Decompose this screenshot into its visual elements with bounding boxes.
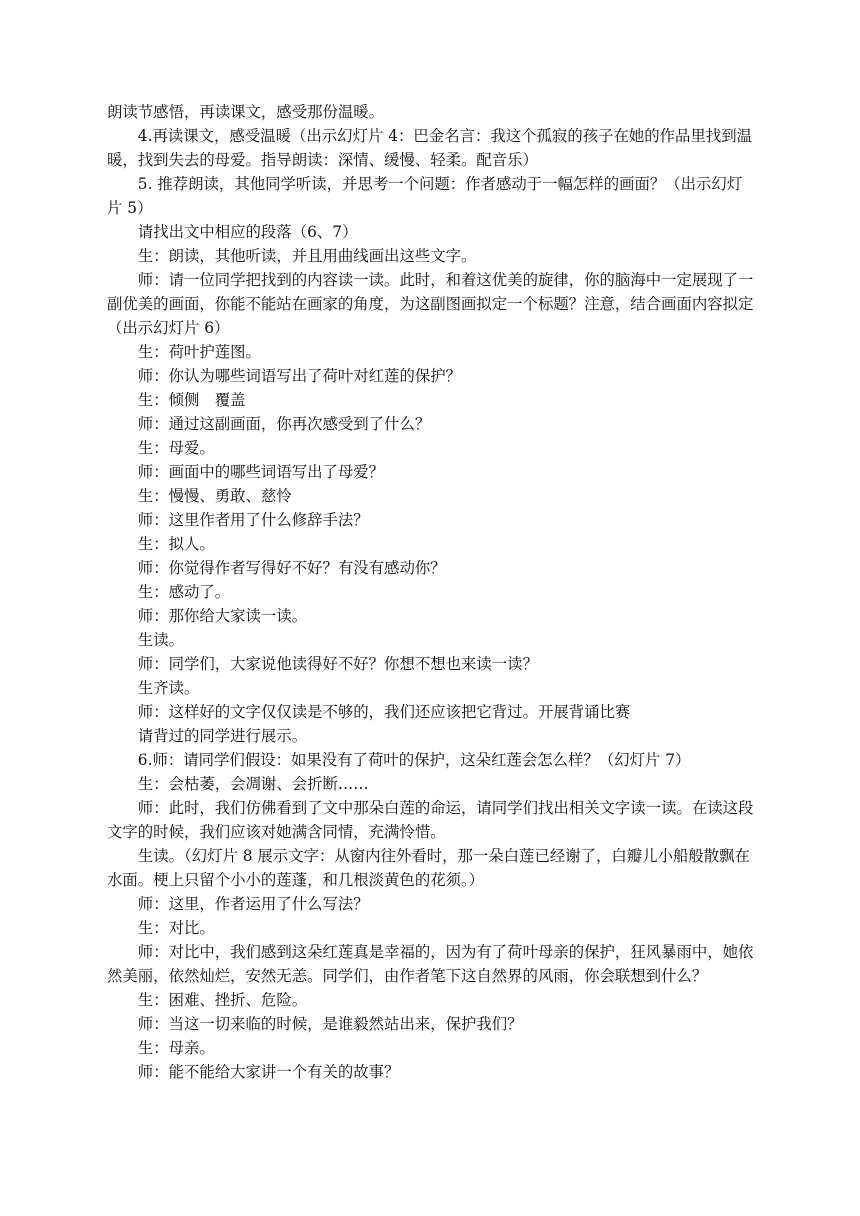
paragraph: 请背过的同学进行展示。 [137, 727, 308, 745]
paragraph: 请找出文中相应的段落（6、7） [137, 223, 358, 241]
paragraph: 生读。 [137, 631, 184, 649]
paragraph: 师：画面中的哪些词语写出了母爱？ [137, 463, 385, 481]
paragraph: 生：会枯萎，会凋谢、会折断…… [137, 775, 369, 793]
paragraph: 师：同学们，大家说他读得好不好？你想不想也来读一读？ [137, 655, 538, 673]
paragraph: 师：你认为哪些词语写出了荷叶对红莲的保护？ [137, 367, 462, 385]
paragraph: 师：此时，我们仿佛看到了文中那朵白莲的命运，请同学们找出相关文字读一读。在读这段文字的时候，我们应该对她满含同情，充满怜惜。 [107, 799, 754, 841]
paragraph: 师：这样好的文字仅仅读是不够的，我们还应该把它背过。开展背诵比赛 [137, 703, 631, 721]
paragraph: 生：拟人。 [137, 535, 215, 553]
paragraph: 师：当这一切来临的时候，是谁毅然站出来，保护我们？ [137, 1015, 523, 1033]
paragraph: 师：通过这副画面，你再次感受到了什么？ [137, 415, 431, 433]
paragraph: 6.师：请同学们假设：如果没有了荷叶的保护，这朵红莲会怎么样？（幻灯片 7） [137, 751, 691, 769]
paragraph: 师：能不能给大家讲一个有关的故事？ [137, 1063, 400, 1081]
paragraph: 师：你觉得作者写得好不好？有没有感动你？ [137, 559, 446, 577]
paragraph: 师：那你给大家读一读。 [137, 607, 308, 625]
paragraph: 生：慢慢、勇敢、慈怜 [137, 487, 292, 505]
paragraph: 生：荷叶护莲图。 [137, 343, 261, 361]
paragraph: 生：感动了。 [137, 583, 231, 601]
paragraph: 4.再读课文，感受温暖（出示幻灯片 4：巴金名言：我这个孤寂的孩子在她的作品里找到温暖，找到失去的母爱。指导朗读：深情、缓慢、轻柔。配音乐） [107, 127, 753, 169]
paragraph: 师：这里作者用了什么修辞手法？ [137, 511, 369, 529]
document-body [107, 100, 757, 1084]
paragraph: 生：朗读，其他听读，并且用曲线画出这些文字。 [137, 247, 477, 265]
paragraph: 生：母爱。 [137, 439, 215, 457]
paragraph: 朗读节感悟，再读课文，感受那份温暖。 [107, 103, 385, 121]
paragraph: 生齐读。 [137, 679, 200, 697]
paragraph: 生：母亲。 [137, 1039, 215, 1057]
paragraph: 生：困难、挫折、危险。 [137, 991, 308, 1009]
paragraph: 生读。（幻灯片 8 展示文字：从窗内往外看时，那一朵白莲已经谢了，白瓣儿小船般散飘在水面。梗上只留个小小的莲蓬，和几根淡黄色的花须。） [107, 847, 750, 889]
paragraph: 生：对比。 [137, 919, 215, 937]
paragraph: 师：对比中，我们感到这朵红莲真是幸福的，因为有了荷叶母亲的保护，狂风暴雨中，她依然美丽，依然灿烂，安然无恙。同学们，由作者笔下这自然界的风雨，你会联想到什么？ [107, 943, 754, 985]
paragraph: 师：这里，作者运用了什么写法？ [137, 895, 369, 913]
paragraph: 5. 推荐朗读，其他同学听读，并思考一个问题：作者感动于一幅怎样的画面？（出示幻灯片 5） [107, 175, 743, 217]
paragraph: 师：请一位同学把找到的内容读一读。此时，和着这优美的旋律，你的脑海中一定展现了一副优美的画面，你能不能站在画家的角度，为这副图画拟定一个标题？注意，结合画面内容拟定（出示幻灯片 6） [107, 271, 754, 337]
paragraph: 生：倾侧 覆盖 [137, 391, 246, 409]
